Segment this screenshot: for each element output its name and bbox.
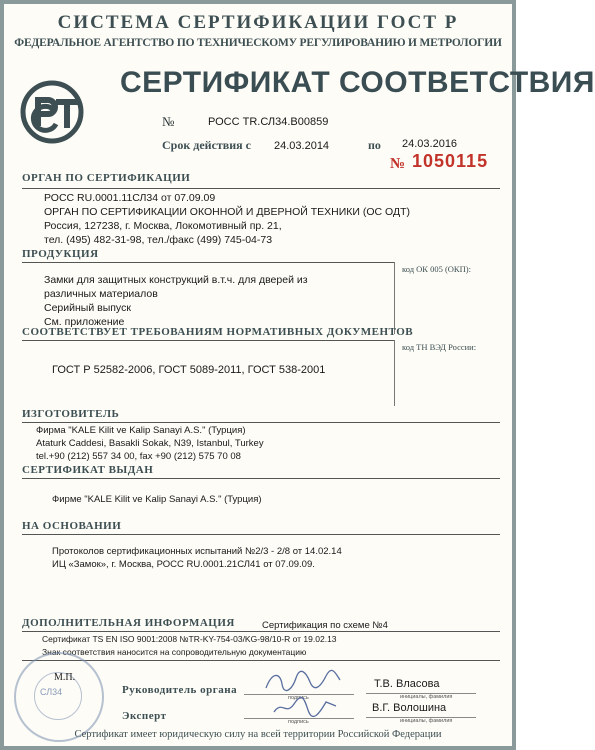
footer-text: Сертификат имеет юридическую силу на всей территории Российской Федерации	[74, 729, 442, 740]
product-line-4: См. приложение	[44, 316, 125, 328]
agency-heading: ФЕДЕРАЛЬНОЕ АГЕНТСТВО ПО ТЕХНИЧЕСКОМУ РЕГУЛИРОВАНИЮ И МЕТРОЛОГИИ	[14, 37, 502, 49]
reg-number: РОСС TR.СЛ34.B00859	[208, 116, 329, 128]
product-line-3: Серийный выпуск	[44, 302, 131, 314]
head-initials-caption: инициалы, фамилия	[400, 694, 453, 700]
manufacturer-heading: ИЗГОТОВИТЕЛЬ	[22, 408, 120, 420]
issued-to-heading: СЕРТИФИКАТ ВЫДАН	[22, 464, 154, 476]
head-sign-caption: подпись	[288, 695, 309, 701]
issued-to-text: Фирме "KALE Kilit ve Kalip Sanayi A.S." (Турция)	[52, 494, 262, 505]
validity-label: Срок действия с	[162, 138, 251, 152]
cert-body-heading: ОРГАН ПО СЕРТИФИКАЦИИ	[22, 172, 191, 184]
expert-name: В.Г. Волошина	[372, 702, 447, 714]
basis-line-2: ИЦ «Замок», г. Москва, РОСС RU.0001.21СЛ41 от 07.09.09.	[52, 559, 315, 570]
product-heading: ПРОДУКЦИЯ	[22, 248, 99, 260]
cert-body-line-4: тел. (495) 482-31-98, тел./факс (499) 745-04-73	[44, 234, 273, 246]
conformity-rule	[22, 340, 394, 341]
manufacturer-line-2: Ataturk Caddesi, Basakli Sokak, N39, Istanbul, Turkey	[36, 438, 264, 449]
additional-line-2: Знак соответствия наносится на сопроводительную документацию	[42, 647, 307, 657]
cert-body-line-2: ОРГАН ПО СЕРТИФИКАЦИИ ОКОННОЙ И ДВЕРНОЙ ТЕХНИКИ (ОС ОДТ)	[44, 206, 410, 218]
standards-text: ГОСТ Р 52582-2006, ГОСТ 5089-2011, ГОСТ 538-2001	[52, 364, 326, 376]
additional-heading: ДОПОЛНИТЕЛЬНАЯ ИНФОРМАЦИЯ	[22, 617, 235, 629]
head-label: Руководитель органа	[122, 684, 238, 696]
scheme-text: Сертификация по схеме №4	[262, 620, 388, 631]
gost-logo-icon	[20, 80, 84, 144]
basis-line-1: Протоколов сертификационных испытаний №2/3 - 2/8 от 14.02.14	[52, 546, 342, 557]
additional-line-1: Сертификат TS EN ISO 9001:2008 №TR-KY-754-03/KG-98/10-R от 19.02.13	[42, 634, 337, 644]
expert-label: Эксперт	[122, 710, 167, 722]
basis-rule	[22, 534, 500, 535]
reg-number-label: №	[162, 114, 175, 129]
valid-to: 24.03.2016	[402, 138, 458, 150]
additional-rule	[22, 631, 500, 632]
expert-sign-caption: подпись	[288, 719, 309, 725]
tnved-label: код ТН ВЭД России:	[402, 342, 477, 352]
additional-rule-2	[22, 660, 500, 661]
certificate-title: СЕРТИФИКАТ СООТВЕТСТВИЯ	[120, 66, 595, 99]
manufacturer-line-1: Фирма "KALE Kilit ve Kalip Sanayi A.S." (Турция)	[36, 425, 246, 436]
okp-label: код ОК 005 (ОКП):	[402, 264, 471, 274]
product-line-1: Замки для защитных конструкций в.т.ч. для дверей из	[44, 274, 308, 286]
head-name: Т.В. Власова	[374, 678, 440, 690]
mp-label: М.П.	[54, 672, 76, 683]
product-line-2: различных материалов	[44, 288, 158, 300]
valid-from: 24.03.2014	[274, 140, 330, 152]
stamp-label: СЛ34	[40, 687, 63, 697]
system-heading: СИСТЕМА СЕРТИФИКАЦИИ ГОСТ Р	[57, 12, 459, 33]
serial-label: №	[390, 156, 406, 172]
cert-body-line-3: Россия, 127238, г. Москва, Локомотивный пр. 21,	[44, 220, 282, 232]
basis-heading: НА ОСНОВАНИИ	[22, 520, 122, 532]
okp-divider	[394, 262, 395, 334]
issued-to-rule	[22, 478, 500, 479]
cert-body-rule	[22, 188, 500, 189]
expert-initials-caption: инициалы, фамилия	[400, 718, 453, 724]
product-rule	[22, 262, 394, 263]
manufacturer-rule	[22, 422, 500, 423]
conformity-heading: СООТВЕТСТВУЕТ ТРЕБОВАНИЯМ НОРМАТИВНЫХ ДОКУМЕНТОВ	[22, 326, 414, 338]
manufacturer-line-3: tel.+90 (212) 557 34 00, fax +90 (212) 575 70 08	[36, 451, 241, 462]
tnved-divider	[394, 340, 395, 406]
valid-to-label: по	[368, 138, 381, 152]
cert-body-line-1: РОСС RU.0001.11СЛ34 от 07.09.09	[44, 192, 216, 204]
serial-number: 1050115	[412, 151, 489, 171]
